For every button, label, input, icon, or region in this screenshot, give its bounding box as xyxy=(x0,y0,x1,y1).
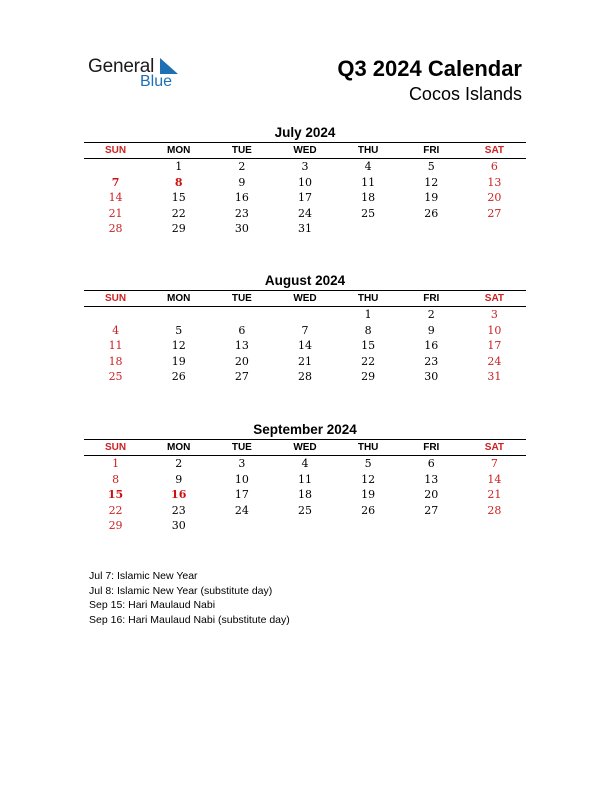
empty-day-cell xyxy=(463,221,526,237)
weekday-header: SUN xyxy=(105,145,127,156)
day-cell: 21 xyxy=(297,354,312,368)
day-cell: 5 xyxy=(175,323,183,337)
day-cell: 11 xyxy=(108,339,123,353)
day-cell: 14 xyxy=(487,472,502,486)
weekday-header-row xyxy=(84,439,526,456)
week-row xyxy=(84,503,526,519)
day-cell: 3 xyxy=(490,308,498,321)
day-cell: 31 xyxy=(487,370,502,384)
empty-day-cell xyxy=(463,518,526,534)
day-cell: 28 xyxy=(108,222,123,236)
week-row xyxy=(84,221,526,237)
week-row xyxy=(84,354,526,370)
empty-day-cell xyxy=(273,518,336,534)
weekday-header: FRI xyxy=(423,145,440,156)
weekday-header: WED xyxy=(293,145,317,156)
day-cell: 15 xyxy=(361,339,376,353)
day-cell: 17 xyxy=(297,191,312,205)
weekday-header: TUE xyxy=(231,293,252,304)
day-cell: 21 xyxy=(108,206,123,220)
weekday-header: SAT xyxy=(484,293,505,304)
day-cell: 30 xyxy=(234,222,249,236)
day-cell: 22 xyxy=(361,354,376,368)
day-cell: 19 xyxy=(424,191,439,205)
empty-day-cell xyxy=(84,159,147,175)
day-cell: 21 xyxy=(487,488,502,502)
week-row xyxy=(84,456,526,472)
week-row xyxy=(84,487,526,503)
empty-day-cell xyxy=(337,518,400,534)
day-cell: 9 xyxy=(427,323,435,337)
holiday-list xyxy=(89,569,290,627)
day-cell: 6 xyxy=(238,323,246,337)
day-cell: 15 xyxy=(107,488,124,502)
day-cell: 8 xyxy=(112,472,120,486)
day-cell: 2 xyxy=(175,457,183,470)
weekday-header: MON xyxy=(167,145,191,156)
day-cell: 13 xyxy=(487,175,502,189)
empty-day-cell xyxy=(400,221,463,237)
day-cell: 7 xyxy=(301,323,309,337)
week-row xyxy=(84,518,526,534)
day-cell: 25 xyxy=(297,503,312,517)
empty-day-cell xyxy=(273,307,336,323)
day-cell: 12 xyxy=(424,175,439,189)
weekday-header: FRI xyxy=(423,442,440,453)
day-cell: 17 xyxy=(487,339,502,353)
day-cell: 26 xyxy=(361,503,376,517)
weekday-header-row xyxy=(84,290,526,307)
weekday-header: TUE xyxy=(231,145,252,156)
day-cell: 15 xyxy=(171,191,186,205)
day-cell: 24 xyxy=(297,206,312,220)
day-cell: 13 xyxy=(424,472,439,486)
day-cell: 29 xyxy=(171,222,186,236)
day-cell: 9 xyxy=(175,472,183,486)
day-cell: 10 xyxy=(234,472,249,486)
day-cell: 10 xyxy=(297,175,312,189)
logo-text-blue: Blue xyxy=(140,73,173,90)
day-cell: 27 xyxy=(424,503,439,517)
weekday-header: THU xyxy=(357,145,379,156)
month-september xyxy=(84,421,526,534)
day-cell: 23 xyxy=(171,503,186,517)
day-cell: 1 xyxy=(364,308,372,321)
week-row xyxy=(84,190,526,206)
month-title: July 2024 xyxy=(274,125,336,140)
weekday-header: FRI xyxy=(423,293,440,304)
page-title: Q3 2024 Calendar xyxy=(337,56,522,81)
day-cell: 30 xyxy=(171,519,186,533)
day-cell: 20 xyxy=(487,191,502,205)
day-cell: 19 xyxy=(361,488,376,502)
weekday-header: WED xyxy=(293,293,317,304)
weekday-header: SUN xyxy=(105,293,127,304)
day-cell: 9 xyxy=(238,175,246,189)
day-cell: 18 xyxy=(361,191,376,205)
day-cell: 4 xyxy=(112,323,120,337)
day-cell: 7 xyxy=(111,175,120,189)
day-cell: 20 xyxy=(234,354,249,368)
week-row xyxy=(84,323,526,339)
day-cell: 11 xyxy=(361,175,376,189)
month-title: August 2024 xyxy=(264,273,346,288)
empty-day-cell xyxy=(337,221,400,237)
day-cell: 13 xyxy=(234,339,249,353)
weekday-header: MON xyxy=(167,442,191,453)
week-row xyxy=(84,338,526,354)
day-cell: 27 xyxy=(487,206,502,220)
week-row xyxy=(84,307,526,323)
day-cell: 23 xyxy=(424,354,439,368)
day-cell: 7 xyxy=(490,457,498,470)
week-row xyxy=(84,206,526,222)
month-july xyxy=(84,124,526,237)
day-cell: 25 xyxy=(361,206,376,220)
day-cell: 2 xyxy=(238,160,246,173)
week-row xyxy=(84,175,526,191)
day-cell: 5 xyxy=(364,457,372,470)
empty-day-cell xyxy=(210,307,273,323)
day-cell: 30 xyxy=(424,370,439,384)
day-cell: 18 xyxy=(108,354,123,368)
month-august xyxy=(84,272,526,385)
day-cell: 29 xyxy=(108,519,123,533)
day-cell: 27 xyxy=(234,370,249,384)
holiday-entry: Jul 8: Islamic New Year (substitute day) xyxy=(89,584,273,597)
day-cell: 18 xyxy=(297,488,312,502)
day-cell: 2 xyxy=(427,308,435,321)
day-cell: 31 xyxy=(297,222,312,236)
month-title: September 2024 xyxy=(253,422,357,437)
day-cell: 24 xyxy=(234,503,249,517)
day-cell: 14 xyxy=(297,339,312,353)
day-cell: 14 xyxy=(108,191,123,205)
weekday-header: TUE xyxy=(231,442,252,453)
day-cell: 29 xyxy=(361,370,376,384)
empty-day-cell xyxy=(84,307,147,323)
day-cell: 23 xyxy=(234,206,249,220)
day-cell: 8 xyxy=(174,175,183,189)
weekday-header: SAT xyxy=(484,145,505,156)
day-cell: 26 xyxy=(424,206,439,220)
day-cell: 3 xyxy=(238,457,246,470)
weekday-header: SUN xyxy=(105,442,127,453)
weekday-header: THU xyxy=(357,442,379,453)
day-cell: 11 xyxy=(297,472,312,486)
weekday-header: SAT xyxy=(484,442,505,453)
day-cell: 12 xyxy=(361,472,376,486)
day-cell: 25 xyxy=(108,370,123,384)
logo-text-general: General xyxy=(88,56,155,77)
day-cell: 4 xyxy=(301,457,309,470)
logo-triangle-icon xyxy=(158,58,178,74)
day-cell: 8 xyxy=(364,323,372,337)
day-cell: 5 xyxy=(427,160,435,173)
day-cell: 6 xyxy=(427,457,435,470)
logo xyxy=(88,56,198,96)
week-row xyxy=(84,369,526,385)
day-cell: 19 xyxy=(171,354,186,368)
day-cell: 28 xyxy=(487,503,502,517)
day-cell: 1 xyxy=(112,457,120,470)
week-row xyxy=(84,159,526,175)
weekday-header: MON xyxy=(167,293,191,304)
holiday-entry: Jul 7: Islamic New Year xyxy=(89,570,198,582)
day-cell: 17 xyxy=(234,488,249,502)
day-cell: 4 xyxy=(364,160,372,173)
page-subtitle: Cocos Islands xyxy=(408,84,522,104)
empty-day-cell xyxy=(147,307,210,323)
weekday-header: WED xyxy=(293,442,317,453)
holiday-entry: Sep 15: Hari Maulaud Nabi xyxy=(89,599,216,612)
day-cell: 22 xyxy=(108,503,123,517)
day-cell: 3 xyxy=(301,160,309,173)
empty-day-cell xyxy=(400,518,463,534)
week-row xyxy=(84,472,526,488)
day-cell: 26 xyxy=(171,370,186,384)
weekday-header-row xyxy=(84,142,526,159)
day-cell: 28 xyxy=(297,370,312,384)
day-cell: 6 xyxy=(490,160,498,173)
weekday-header: THU xyxy=(357,293,379,304)
day-cell: 1 xyxy=(175,160,183,173)
day-cell: 16 xyxy=(171,488,187,502)
day-cell: 12 xyxy=(171,339,186,353)
empty-day-cell xyxy=(210,518,273,534)
day-cell: 16 xyxy=(234,191,249,205)
day-cell: 22 xyxy=(171,206,186,220)
day-cell: 20 xyxy=(424,488,439,502)
holiday-entry: Sep 16: Hari Maulaud Nabi (substitute day) xyxy=(89,613,290,626)
day-cell: 16 xyxy=(424,339,439,353)
day-cell: 10 xyxy=(487,323,502,337)
day-cell: 24 xyxy=(487,354,502,368)
